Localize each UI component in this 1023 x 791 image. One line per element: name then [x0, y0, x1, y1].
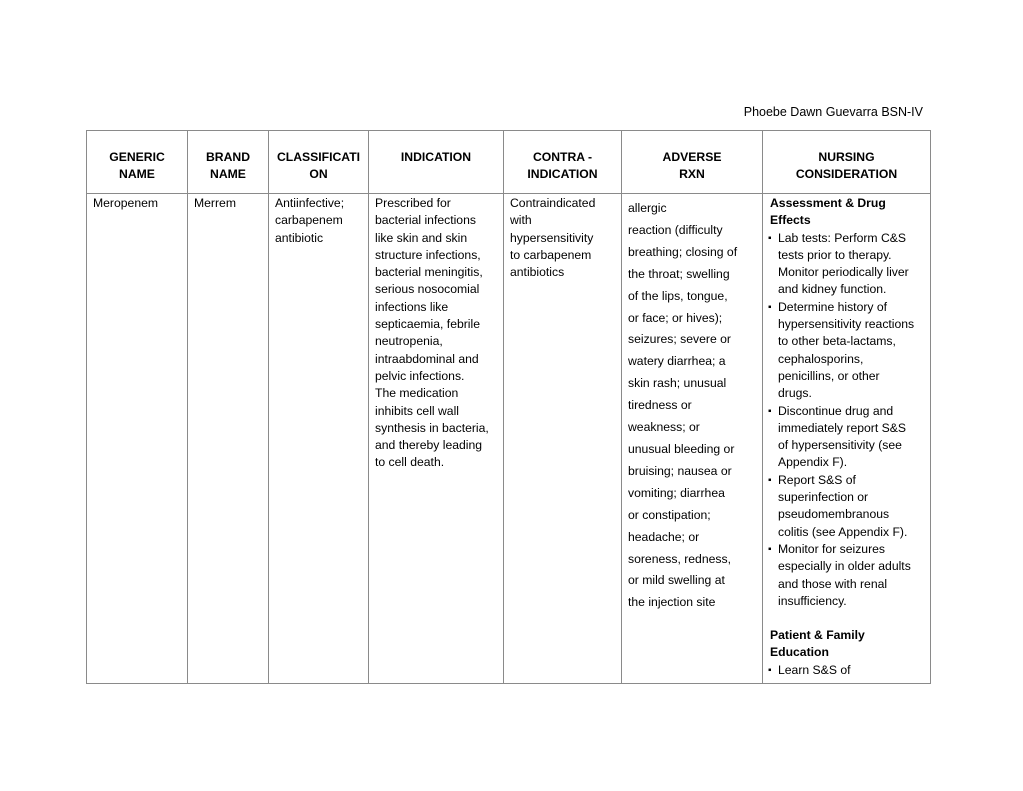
author-name: Phoebe Dawn Guevarra BSN-IV [743, 105, 923, 119]
cell-nursing-consideration [763, 194, 931, 684]
bullet-text-line: Monitor periodically liver [778, 265, 909, 280]
bullet-text-line: pseudomembranous [778, 507, 890, 522]
bullet-text-line: penicillins, or other [778, 368, 880, 383]
adverse-line: soreness, redness, [628, 551, 731, 566]
contraindication-line: with [510, 213, 532, 228]
bullet-text-line: ▪ Discontinue drug and [778, 403, 894, 418]
indication-line: Prescribed for [375, 196, 451, 210]
cell-contraindication [504, 194, 622, 684]
contraindication-line: Contraindicated [510, 196, 596, 210]
adverse-line: unusual bleeding or [628, 441, 735, 456]
assessment-heading: Assessment & Drug Effects [770, 196, 886, 228]
adverse-line: or mild swelling at [628, 573, 725, 588]
header-row [87, 131, 931, 194]
adverse-line: bruising; nausea or [628, 463, 732, 478]
contraindication-line: to carbapenem [510, 247, 592, 262]
cell-indication [369, 194, 504, 684]
bullet-text-line: and those with renal [778, 576, 888, 591]
education-heading: Patient & Family Education [770, 628, 865, 660]
bullet-text-line: ▪ Report S&S of [778, 472, 856, 487]
indication-line: synthesis in bacteria, [375, 420, 489, 435]
header-brand-name: BRAND NAME [188, 131, 269, 194]
bullet-text-line: and kidney function. [778, 282, 887, 297]
cell-classification [269, 194, 369, 684]
bullet-text-line: immediately report S&S [778, 420, 907, 435]
indication-line: bacterial meningitis, [375, 265, 483, 280]
adverse-line: the throat; swelling [628, 266, 730, 281]
adverse-line: or constipation; [628, 507, 711, 522]
bullet-text-line: of hypersensitivity (see [778, 438, 902, 453]
indication-line: neutropenia, [375, 334, 443, 349]
adverse-line: weakness; or [628, 420, 700, 435]
indication-line: The medication [375, 386, 459, 401]
bullet-text-line: ▪ Monitor for seizures [778, 541, 886, 556]
bullet-item [769, 541, 924, 610]
bullet-item [769, 472, 924, 541]
bullet-text-line: tests prior to therapy. [778, 247, 892, 262]
bullet-text-line: cephalosporins, [778, 351, 864, 366]
indication-line: pelvic infections. [375, 368, 465, 383]
bullet-text-line: ▪ Determine history of [778, 299, 888, 314]
assessment-list [769, 230, 924, 611]
bullet-text-line: drugs. [778, 386, 812, 401]
bullet-text-line: colitis (see Appendix F). [778, 524, 908, 539]
adverse-line: or face; or hives); [628, 310, 723, 325]
adverse-line: tiredness or [628, 398, 692, 413]
drug-study-table [86, 130, 931, 684]
bullet-text-line: hypersensitivity reactions [778, 317, 915, 332]
adverse-line: allergic [628, 201, 667, 215]
adverse-line: breathing; closing of [628, 244, 738, 259]
adverse-line: watery diarrhea; a [628, 354, 726, 369]
classification-line: antibiotic [275, 230, 324, 245]
bullet-item [769, 299, 924, 403]
bullet-item [769, 403, 924, 472]
table-row [87, 194, 931, 684]
bullet-text-line: especially in older adults [778, 559, 911, 574]
contraindication-line: antibiotics [510, 265, 565, 280]
header-classification: CLASSIFICATI ON [269, 131, 369, 194]
bullet-text-line: Appendix F). [778, 455, 848, 470]
cell-generic-name: Meropenem [87, 194, 188, 684]
indication-line: intraabdominal and [375, 351, 479, 366]
indication-line: structure infections, [375, 247, 481, 262]
indication-line: and thereby leading [375, 438, 483, 453]
header-contraindication: CONTRA - INDICATION [504, 131, 622, 194]
cell-adverse-reaction [622, 194, 763, 684]
indication-line: septicaemia, febrile [375, 317, 480, 332]
header-adverse-reaction: ADVERSE RXN [622, 131, 763, 194]
adverse-line: vomiting; diarrhea [628, 485, 725, 500]
adverse-line: reaction (difficulty [628, 222, 723, 237]
classification-line: carbapenem [275, 213, 343, 228]
contraindication-line: hypersensitivity [510, 230, 594, 245]
bullet-text-line: to other beta-lactams, [778, 334, 896, 349]
header-nursing-consideration: NURSING CONSIDERATION [763, 131, 931, 194]
adverse-line: the injection site [628, 595, 716, 610]
adverse-line: headache; or [628, 529, 700, 544]
adverse-line: seizures; severe or [628, 332, 731, 347]
classification-line: Antiinfective; [275, 196, 345, 210]
bullet-item [769, 230, 924, 299]
indication-line: bacterial infections [375, 213, 476, 228]
adverse-line: of the lips, tongue, [628, 288, 728, 303]
indication-line: inhibits cell wall [375, 403, 459, 418]
indication-line: like skin and skin [375, 230, 468, 245]
indication-line: serious nosocomial [375, 282, 480, 297]
adverse-line: skin rash; unusual [628, 376, 727, 391]
bullet-text-line: ▪ Learn S&S of [778, 662, 851, 677]
header-indication: INDICATION [369, 131, 504, 194]
education-list [769, 662, 924, 679]
bullet-text-line: insufficiency. [778, 593, 847, 608]
cell-brand-name: Merrem [188, 194, 269, 684]
bullet-text-line: superinfection or [778, 490, 869, 505]
bullet-text-line: ▪ Lab tests: Perform C&S [778, 230, 907, 245]
bullet-item [769, 662, 924, 679]
header-generic-name: GENERIC NAME [87, 131, 188, 194]
indication-line: to cell death. [375, 455, 445, 470]
indication-line: infections like [375, 299, 449, 314]
